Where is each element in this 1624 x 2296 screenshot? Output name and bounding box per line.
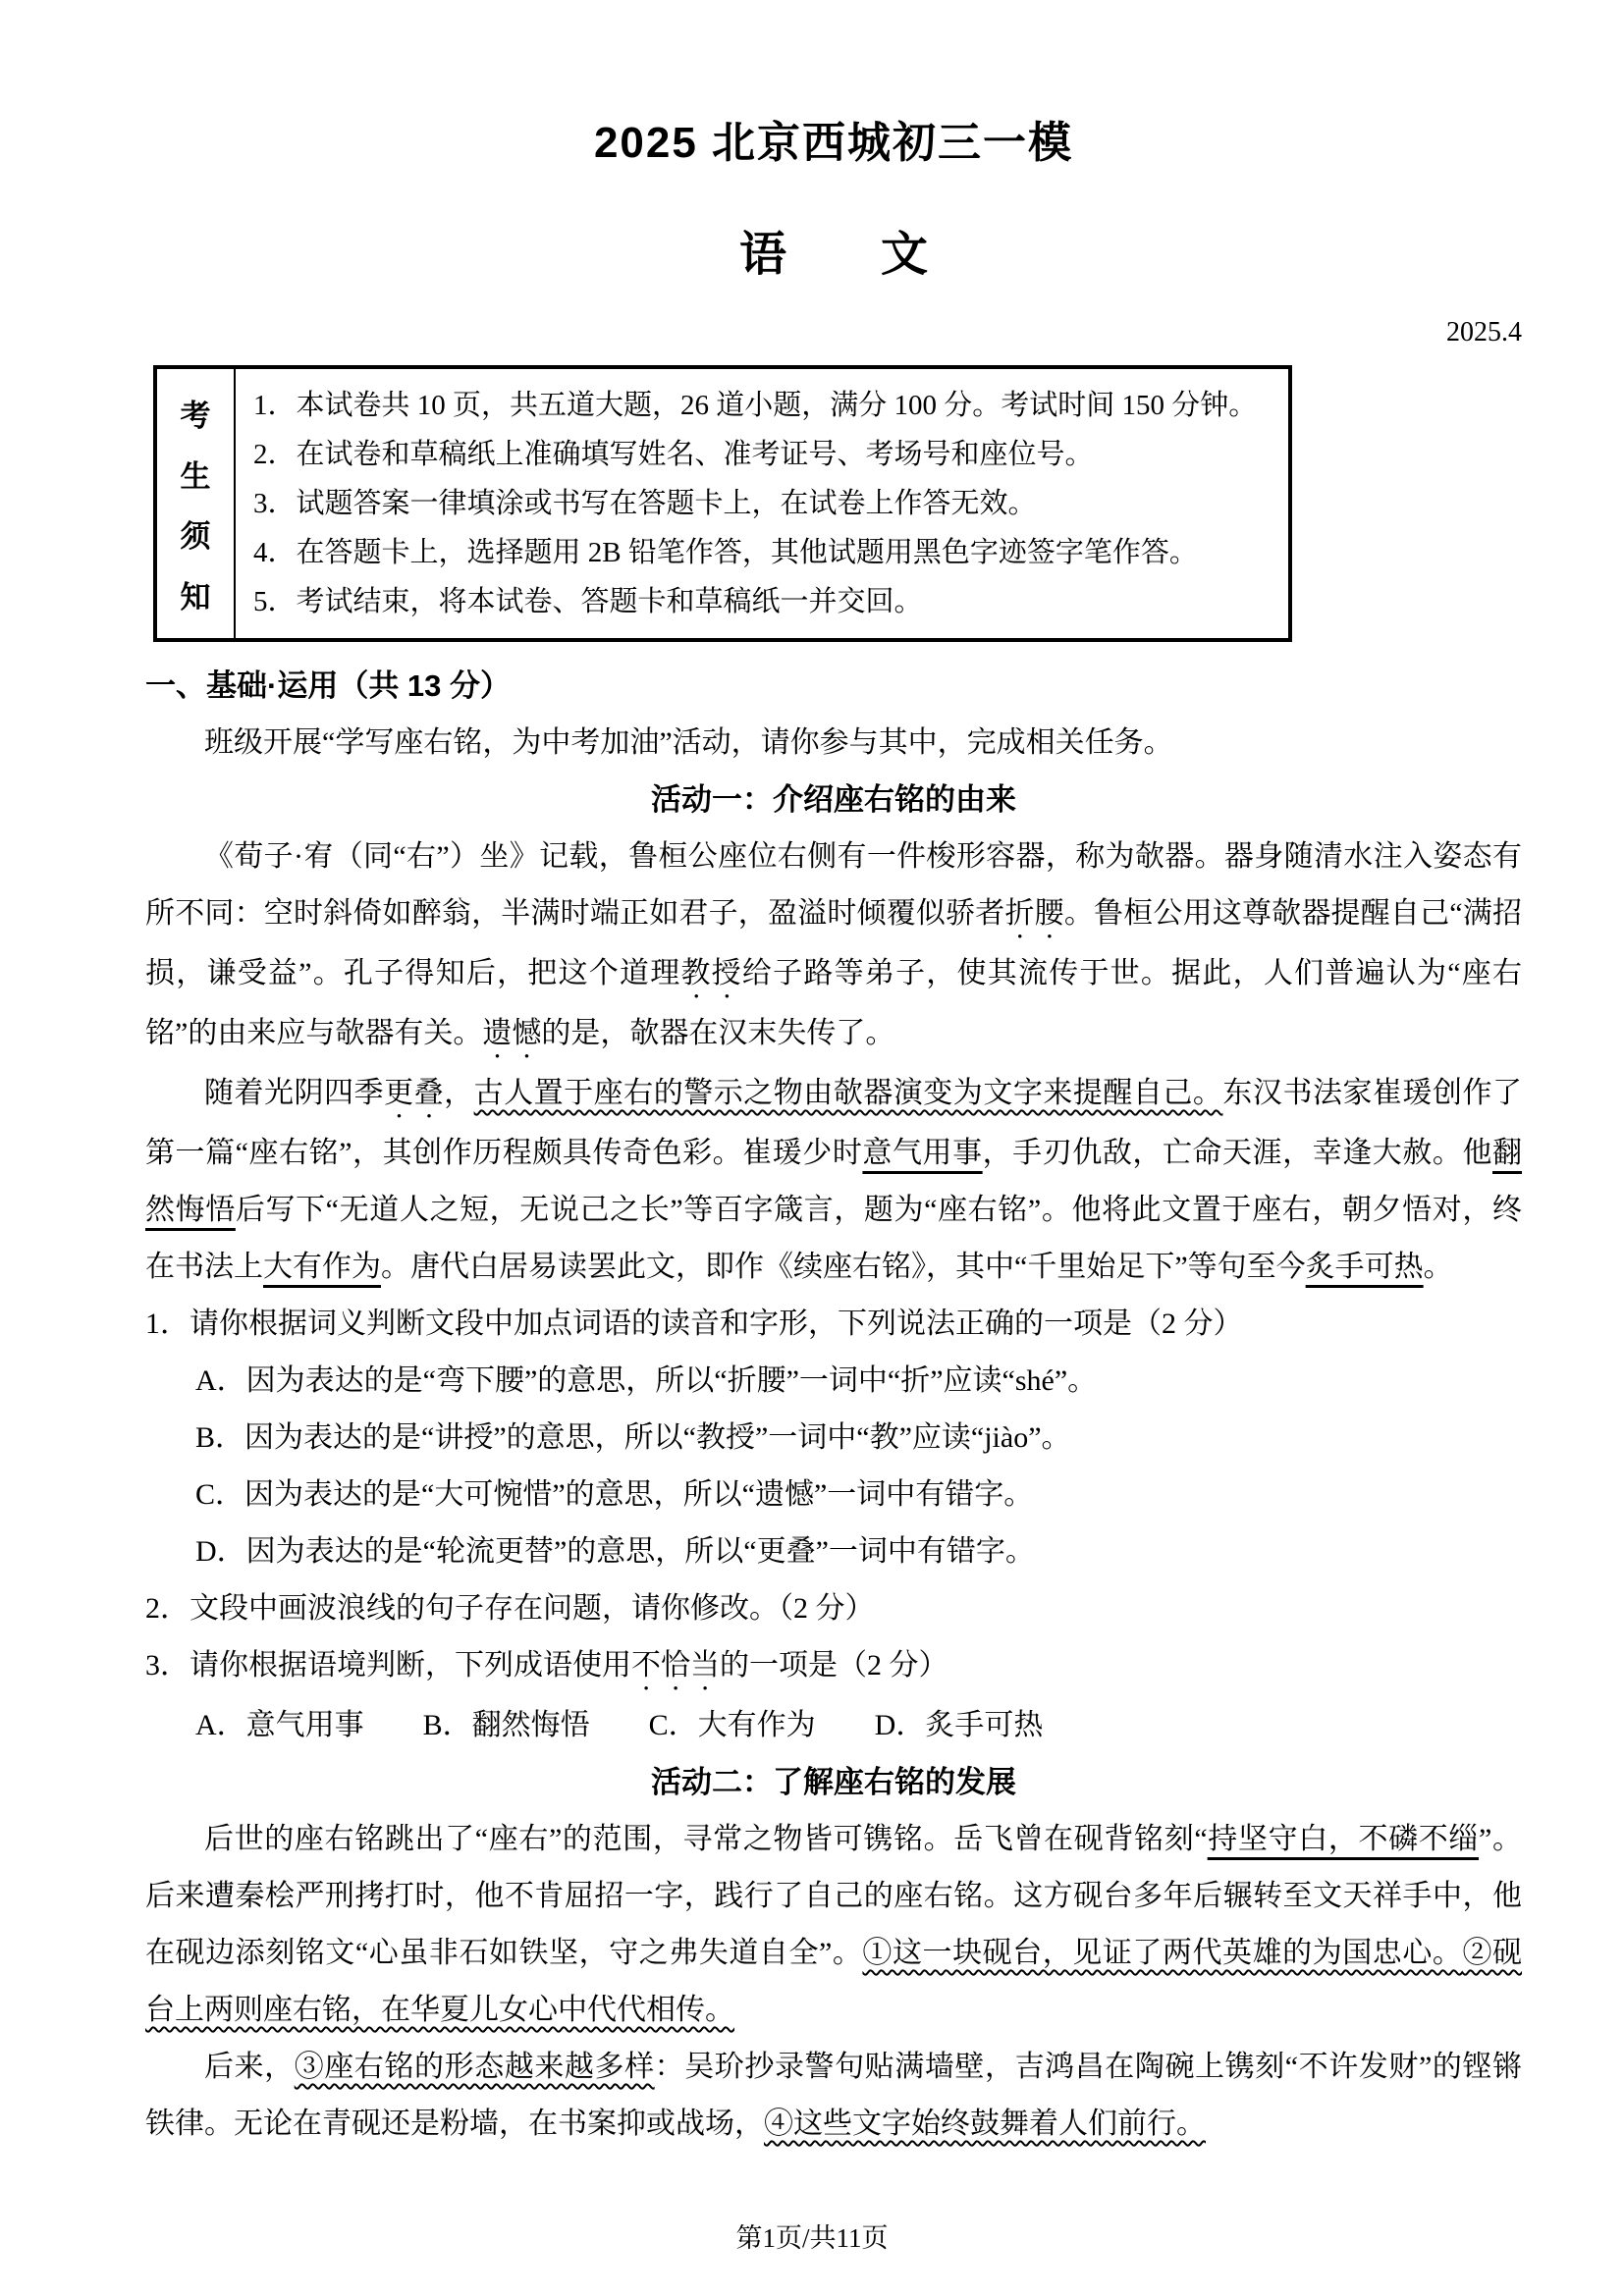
notice-side-char: 知 bbox=[180, 579, 211, 614]
option-item: D．因为表达的是“轮流更替”的意思，所以“更叠”一词中有错字。 bbox=[195, 1535, 1035, 1568]
notice-item: 5．考试结束，将本试卷、答题卡和草稿纸一并交回。 bbox=[253, 586, 923, 617]
text-segment: 随着光阴四季 bbox=[204, 1077, 385, 1109]
activity2-heading: 活动二：了解座右铭的发展 bbox=[651, 1765, 1016, 1799]
notice-side-char: 生 bbox=[180, 458, 211, 494]
page-title: 2025 北京西城初三一模 bbox=[593, 119, 1074, 167]
option-item: A．因为表达的是“弯下腰”的意思，所以“折腰”一词中“折”应读“shé”。 bbox=[195, 1364, 1098, 1397]
section1-heading: 一、基础·运用（共 13 分） bbox=[145, 668, 512, 703]
text-segment: 的是，欹器在汉末失传了。 bbox=[541, 1017, 895, 1049]
activity1-heading: 活动一：介绍座右铭的由来 bbox=[651, 782, 1016, 817]
text-segment: 3．请你根据语境判断，下列成语使用 bbox=[145, 1649, 631, 1682]
notice-box bbox=[153, 365, 1292, 642]
subject-title: 语 文 bbox=[738, 229, 928, 281]
text-segment: 的一项是（2 分） bbox=[720, 1649, 948, 1682]
text-segment: 后写下“无道人之短，无说己之长”等百字箴言，题为“座右铭”。他将此文置于座右，朝夕悟对，终在书法上 bbox=[145, 1194, 1523, 1283]
activity1-paragraph-1 bbox=[145, 828, 1522, 1065]
text-segment: 。鲁桓公用这尊欹器提醒自己“满招损，谦受益”。孔子得知后，把这个道理 bbox=[145, 897, 1523, 989]
text-segment: 。 bbox=[1423, 1251, 1453, 1283]
text-segment: 更叠 bbox=[384, 1077, 445, 1109]
question-2 bbox=[145, 1580, 1522, 1637]
page-footer: 第1页/共11页 bbox=[735, 2223, 889, 2253]
notice-side-char: 须 bbox=[180, 519, 211, 555]
text-segment: ，手刃仇敌，亡命天涯，幸逢大赦。他 bbox=[982, 1137, 1493, 1169]
text-segment: ③座右铭的形态越来越多样 bbox=[294, 2051, 655, 2083]
section1-intro: 班级开展“学写座右铭，为中考加油”活动，请你参与其中，完成相关任务。 bbox=[204, 726, 1173, 759]
notice-item: 2．在试卷和草稿纸上准确填写姓名、准考证号、考场号和座位号。 bbox=[253, 439, 1094, 470]
page-content bbox=[145, 0, 1522, 2153]
text-segment: ：吴玠抄录警句贴满墙壁，吉鸿昌在陶碗上镌刻“不许发财”的铿锵铁律。无论在青砚还是粉墙，在书案抑或战场， bbox=[145, 2051, 1523, 2140]
text-segment: 。唐代白居易读罢此文，即作《续座右铭》，其中“千里始足下”等句至今 bbox=[381, 1251, 1306, 1283]
option-item: C．因为表达的是“大可惋惜”的意思，所以“遗憾”一词中有错字。 bbox=[195, 1478, 1034, 1511]
text-segment: 2．文段中画波浪线的句子存在问题，请你修改。（2 分） bbox=[145, 1592, 875, 1625]
question-1-options bbox=[195, 1353, 1522, 1580]
text-segment: 给子路等弟子，使其流传于世。据此，人们普遍认为“座右铭”的由来应与欹器有关。 bbox=[145, 957, 1522, 1049]
text-segment: 炙手可热 bbox=[1305, 1251, 1424, 1283]
text-segment: ②砚台上两则座右铭，在华夏儿女心中代代相传。 bbox=[145, 1937, 1523, 2026]
text-segment: 持坚守白，不磷不缁 bbox=[1207, 1823, 1480, 1855]
text-segment: 不恰当 bbox=[631, 1649, 720, 1682]
text-segment: ， bbox=[444, 1077, 474, 1109]
question-3-options-line: A．意气用事 B．翻然悔悟 C．大有作为 D．炙手可热 bbox=[195, 1709, 1044, 1741]
notice-item: 3．试题答案一律填涂或书写在答题卡上，在试卷上作答无效。 bbox=[253, 488, 1037, 519]
text-segment: ”。后来遭秦桧严刑拷打时，他不肯屈招一字，践行了自己的座右铭。这方砚台多年后辗转至文天祥手中，他在砚边添刻铭文“心虽非石如铁坚，守之弗失道自全”。 bbox=[145, 1823, 1523, 1969]
activity1-paragraph-2 bbox=[145, 1065, 1522, 1296]
question-1-text bbox=[145, 1296, 1522, 1353]
text-segment: 后世的座右铭跳出了“座右”的范围，寻常之物皆可镌铭。岳飞曾在砚背铭刻“ bbox=[204, 1823, 1208, 1855]
question-3-text bbox=[145, 1637, 1522, 1697]
text-segment: 1．请你根据词义判断文段中加点词语的读音和字形，下列说法正确的一项是（2 分） bbox=[145, 1308, 1243, 1340]
text-segment: 后来， bbox=[204, 2051, 295, 2083]
option-item: B．因为表达的是“讲授”的意思，所以“教授”一词中“教”应读“jiào”。 bbox=[195, 1421, 1071, 1454]
text-segment: 折腰 bbox=[1004, 897, 1064, 930]
notice-side-label bbox=[157, 369, 236, 638]
text-segment: ①这一块砚台，见证了两代英雄的为国忠心。 bbox=[862, 1937, 1463, 1969]
text-segment: 遗憾 bbox=[482, 1017, 542, 1049]
notice-list bbox=[236, 369, 1288, 638]
activity2-paragraph-1 bbox=[145, 1811, 1522, 2039]
text-segment: 东汉书法家崔瑗创作了第一篇“座右铭”，其创作历程颇具传奇色彩。崔瑗少时 bbox=[145, 1077, 1523, 1169]
notice-side-char: 考 bbox=[180, 399, 211, 434]
text-segment: 大有作为 bbox=[263, 1251, 381, 1283]
question-1 bbox=[145, 1296, 1522, 1580]
activity2-paragraph-2 bbox=[145, 2039, 1522, 2153]
text-segment: 翻然悔悟 bbox=[145, 1137, 1523, 1226]
text-segment: 《荀子·宥（同“右”）坐》记载，鲁桓公座位右侧有一件梭形容器，称为欹器。器身随清水注入姿态有所不同：空时斜倚如醉翁，半满时端正如君子，盈溢时倾覆似骄者 bbox=[145, 840, 1522, 930]
text-segment: 古人置于座右的警示之物由欹器演变为文字来提醒自己。 bbox=[473, 1077, 1223, 1109]
question-2-text bbox=[145, 1580, 1522, 1637]
notice-item: 1．本试卷共 10 页，共五道大题，26 道小题，满分 100 分。考试时间 150 分钟。 bbox=[253, 390, 1258, 421]
text-segment: 教授 bbox=[680, 957, 742, 989]
text-segment: 意气用事 bbox=[862, 1137, 983, 1169]
text-segment: ④这些文字始终鼓舞着人们前行。 bbox=[764, 2108, 1206, 2140]
notice-item: 4．在答题卡上，选择题用 2B 铅笔作答，其他试题用黑色字迹签字笔作答。 bbox=[253, 537, 1198, 568]
exam-date: 2025.4 bbox=[1446, 317, 1522, 347]
exam-body bbox=[145, 658, 1522, 2153]
question-3 bbox=[145, 1637, 1522, 1754]
